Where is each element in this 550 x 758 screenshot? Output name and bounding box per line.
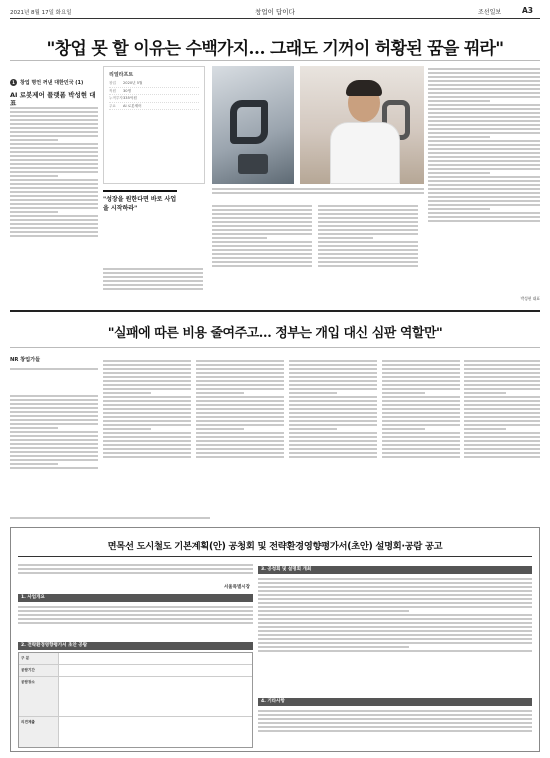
page-header [10, 5, 540, 19]
section-label: NR 창업가들 [10, 357, 41, 363]
article-body-column [10, 105, 98, 303]
pull-quote: "성장을 원한다면 바로 사업을 시작하라" [103, 190, 177, 262]
notice-table [18, 652, 253, 748]
series-number-badge: 1 [10, 79, 17, 86]
table-row: 공람기간 [19, 665, 252, 677]
ceo-portrait-photo [300, 66, 424, 184]
article-body-column [103, 266, 203, 303]
page-number: A3 [522, 6, 534, 15]
notice-section-text [18, 604, 253, 638]
notice-section-heading: 3. 공청회 및 설명회 개최 [258, 566, 532, 574]
robot-arm-shape [230, 100, 268, 144]
divider [10, 310, 540, 312]
article-body-column [103, 358, 191, 511]
info-row: 직원 30명 [109, 88, 199, 96]
article-body-column [428, 66, 540, 303]
photo-caption [212, 186, 424, 200]
notice-section-heading: 2. 전략환경영향평가서 초안 공람 [18, 642, 253, 650]
info-row: 주요 AI 로봇제어 [109, 103, 199, 111]
info-row: 창업 2020년 5월 [109, 80, 199, 88]
divider [18, 556, 532, 557]
main-headline: "창업 못 할 이유는 수백가지… 그래도 기꺼이 허황된 꿈을 꿔라" [46, 39, 504, 59]
divider [10, 347, 540, 348]
company-info-card [103, 66, 205, 184]
article-body-column [212, 203, 312, 303]
person-body-shape [330, 122, 400, 184]
info-row: 누적투자 335억원 [109, 95, 199, 103]
article-subhead: AI 로봇제어 플랫폼 박성현 대표 [10, 91, 96, 107]
robot-base-shape [238, 154, 268, 174]
person-hair-shape [346, 80, 382, 96]
article-body-column [289, 358, 377, 511]
company-info-title: 리얼라프트 [109, 72, 134, 78]
paper-name: 조선일보 [478, 9, 502, 16]
series-label [10, 77, 100, 87]
table-row: 의견제출 [19, 717, 252, 747]
notice-title: 면목선 도시철도 기본계획(안) 공청회 및 전략환경영향평가서(초안) 설명회·공람 공고 [107, 541, 443, 552]
robot-arm-photo [212, 66, 294, 184]
article-body-column [382, 358, 460, 511]
article-byline: 박성현 대표 [520, 296, 540, 301]
article-body-column [464, 358, 540, 511]
notice-section-text [258, 576, 532, 694]
table-row: 공람장소 [19, 677, 252, 717]
second-headline: "실패에 따른 비용 줄여주고… 정부는 개입 대신 심판 역할만" [107, 326, 443, 341]
divider [10, 60, 540, 61]
section-title: 창업이 답이다 [255, 8, 295, 16]
notice-section-heading: 1. 사업개요 [18, 594, 253, 602]
article-byline [10, 515, 210, 521]
issue-date: 2021년 8월 17일 화요일 [10, 10, 72, 16]
article-subhead [10, 366, 98, 372]
notice-issuer: 서울특별시장 [223, 585, 250, 590]
series-label-text: 창업 명언 꺼낸 대한민국 (1) [20, 79, 84, 86]
notice-section-text [258, 708, 532, 748]
notice-section-heading: 4. 기타사항 [258, 698, 532, 706]
notice-intro-text [18, 562, 253, 584]
article-body-column [318, 203, 418, 303]
table-row: 구 분 [19, 653, 252, 665]
article-body-column [196, 358, 284, 511]
article-body-column [10, 393, 98, 511]
